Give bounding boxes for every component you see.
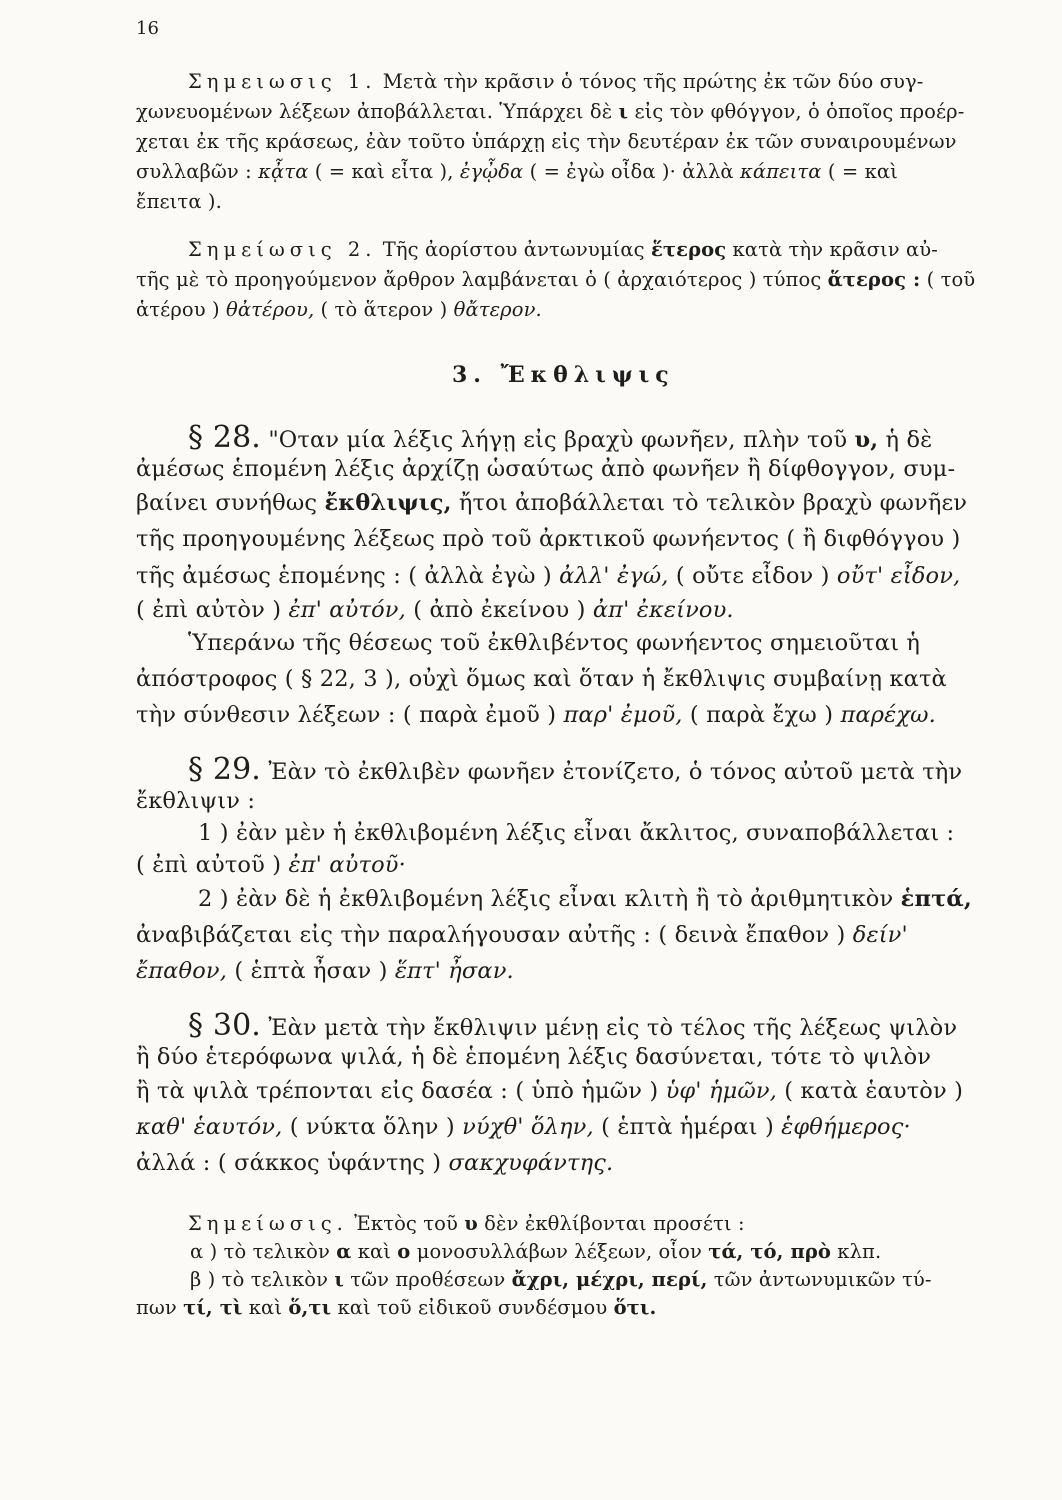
para-29-line: ἔπαθον, ( ἑπτὰ ἦσαν ) ἕπτ' ἦσαν. — [136, 958, 514, 984]
para-30-line: § 30. Ἐὰν μετὰ τὴν ἔκθλιψιν μένῃ εἰς τὸ τέλος τῆς λέξεως ψιλὸν — [188, 1008, 958, 1043]
page-number: 16 — [136, 18, 159, 39]
note-3-line: β ) τὸ τελικὸν ι τῶν προθέσεων ἄχρι, μέχρι, περί, τῶν ἀντωνυμικῶν τύ- — [190, 1268, 932, 1291]
para-28-line: ( ἐπὶ αὐτὸν ) ἐπ' αὐτόν, ( ἀπὸ ἐκείνου ) ἀπ' ἐκείνου. — [136, 597, 734, 623]
para-28-line: § 28. "Οταν μία λέξις λήγῃ εἰς βραχὺ φωνῆεν, πλὴν τοῦ υ, ἡ δὲ — [188, 420, 933, 455]
para-30-line: ἀλλά : ( σάκκος ὑφάντης ) σακχυφάντης. — [136, 1150, 614, 1176]
section-number: § 30. — [188, 1008, 261, 1043]
para-29-line: § 29. Ἐὰν τὸ ἐκθλιβὲν φωνῆεν ἐτονίζετο, ὁ τόνος αὐτοῦ μετὰ τὴν — [188, 752, 963, 787]
para-30-line: καθ' ἑαυτόν, ( νύκτα ὅλην ) νύχθ' ὅλην, ( ἑπτὰ ἡμέραι ) ἑφθήμερος· — [136, 1114, 911, 1140]
para-28-line: ἀμέσως ἑπομένη λέξις ἀρχίζῃ ὡσαύτως ἀπὸ φωνῆεν ἢ δίφθογγον, συμ- — [136, 456, 956, 482]
para-29-line: ἔκθλιψιν : — [136, 788, 256, 814]
note-1-line: ἔπειτα ). — [136, 190, 222, 213]
para-28-line: ἀπόστροφος ( § 22, 3 ), οὐχὶ ὅμως καὶ ὅταν ἡ ἔκθλιψις συμβαίνῃ κατὰ — [136, 666, 947, 692]
para-28-line: βαίνει συνήθως ἔκθλιψις, ἤτοι ἀποβάλλεται τὸ τελικὸν βραχὺ φωνῆεν — [136, 490, 968, 516]
para-28-line: τὴν σύνθεσιν λέξεων : ( παρὰ ἐμοῦ ) παρ' ἐμοῦ, ( παρὰ ἔχω ) παρέχω. — [136, 702, 936, 728]
note-3-line: α ) τὸ τελικὸν α καὶ ο μονοσυλλάβων λέξεων, οἷον τά, τό, πρὸ κλπ. — [190, 1240, 882, 1263]
para-28-line: Ὑπεράνω τῆς θέσεως τοῦ ἐκθλιβέντος φωνήεντος σημειοῦται ἡ — [188, 630, 921, 656]
section-number: § 29. — [188, 752, 261, 787]
para-28-line: τῆς προηγουμένης λέξεως πρὸ τοῦ ἀρκτικοῦ φωνήεντος ( ἢ διφθόγγου ) — [136, 526, 961, 552]
section-number: § 28. — [188, 420, 261, 455]
note-1-line: χωνευομένων λέξεων ἀποβάλλεται. Ὑπάρχει δὲ ι εἰς τὸν φθόγγον, ὁ ὁποῖος προέρ- — [136, 100, 965, 123]
note-2-line: ἁτέρου ) θἀτέρου, ( τὸ ἅτερον ) θἄτερον. — [136, 298, 542, 321]
note-2-line: τῆς μὲ τὸ προηγούμενον ἄρθρον λαμβάνεται ὁ ( ἀρχαιότερος ) τύπος ἅτερος : ( τοῦ — [136, 268, 976, 291]
para-29-line: 1 ) ἐὰν μὲν ἡ ἐκθλιβομένη λέξις εἶναι ἄκλιτος, συναποβάλλεται : — [198, 820, 955, 846]
para-29-line: 2 ) ἐὰν δὲ ἡ ἐκθλιβομένη λέξις εἶναι κλιτὴ ἢ τὸ ἀριθμητικὸν ἑπτά, — [198, 886, 972, 912]
note-1-line: συλλαβῶν : κᾆτα ( = καὶ εἶτα ), ἐγᾦδα ( = ἐγὼ οἶδα )· ἀλλὰ κάπειτα ( = καὶ — [136, 160, 898, 183]
note-1-line: Σημειωσις 1. Μετὰ τὴν κρᾶσιν ὁ τόνος τῆς πρώτης ἐκ τῶν δύο συγ- — [188, 70, 924, 93]
para-29-line: ἀναβιβάζεται εἰς τὴν παραλήγουσαν αὐτῆς : ( δεινὰ ἔπαθον ) δείν' — [136, 922, 908, 948]
note-3-line: πων τί, τὶ καὶ ὅ,τι καὶ τοῦ εἰδικοῦ συνδέσμου ὅτι. — [136, 1296, 657, 1319]
note-1-line: χεται ἐκ τῆς κράσεως, ἐὰν τοῦτο ὑπάρχῃ εἰς τὴν δευτέραν ἐκ τῶν συναιρουμένων — [136, 130, 957, 153]
para-30-line: ἢ τὰ ψιλὰ τρέπονται εἰς δασέα : ( ὑπὸ ἡμῶν ) ὑφ' ἡμῶν, ( κατὰ ἑαυτὸν ) — [136, 1078, 964, 1104]
note-2-line: Σημείωσις 2. Τῆς ἀορίστου ἀντωνυμίας ἕτερος κατὰ τὴν κρᾶσιν αὐ- — [188, 238, 938, 261]
section-heading: 3. Ἔκθλιψις — [452, 362, 675, 388]
para-30-line: ἢ δύο ἑτερόφωνα ψιλά, ἡ δὲ ἑπομένη λέξις δασύνεται, τότε τὸ ψιλὸν — [136, 1044, 932, 1070]
para-28-line: τῆς ἀμέσως ἑπομένης : ( ἀλλὰ ἐγὼ ) ἀλλ' ἐγώ, ( οὔτε εἶδον ) οὔτ' εἶδον, — [136, 563, 961, 589]
para-29-line: ( ἐπὶ αὐτοῦ ) ἐπ' αὐτοῦ· — [136, 852, 406, 878]
note-3-line: Σημείωσις. Ἐκτὸς τοῦ υ δὲν ἐκθλίβονται προσέτι : — [188, 1212, 745, 1235]
